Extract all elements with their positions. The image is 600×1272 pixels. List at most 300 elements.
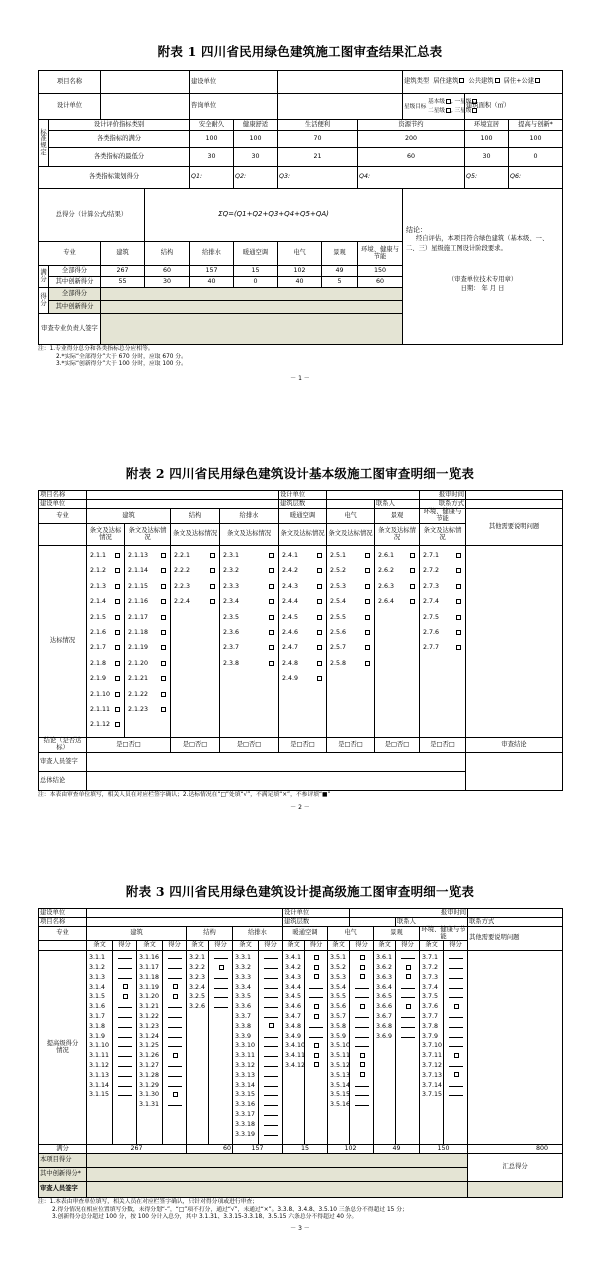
score-blank[interactable] — [168, 973, 182, 979]
clause-checkbox[interactable] — [456, 568, 461, 573]
score-blank[interactable] — [449, 953, 463, 959]
score-slot[interactable] — [351, 963, 372, 973]
clause-checkbox[interactable] — [410, 553, 415, 558]
score-slot[interactable] — [351, 1022, 372, 1032]
score-checkbox[interactable] — [454, 1004, 459, 1009]
score-slot[interactable] — [114, 1041, 135, 1051]
score-slot[interactable] — [164, 1032, 185, 1042]
score-blank[interactable] — [264, 1100, 278, 1106]
overall-value[interactable] — [87, 772, 466, 791]
clause-checkbox[interactable] — [269, 630, 274, 635]
score-checkbox[interactable] — [454, 1072, 459, 1077]
project-name-value[interactable] — [101, 71, 190, 94]
score-slot[interactable] — [210, 1002, 231, 1012]
score-blank[interactable] — [214, 983, 228, 989]
score-slot[interactable] — [164, 1071, 185, 1081]
report-time-value[interactable] — [466, 491, 563, 500]
score-slot[interactable] — [114, 1071, 135, 1081]
yes-no-field[interactable]: 是□否□ — [87, 738, 171, 753]
clause-checkbox[interactable] — [115, 707, 120, 712]
score-slot[interactable] — [114, 1090, 135, 1100]
project-name-value[interactable] — [87, 491, 279, 500]
checkbox-mixed[interactable] — [535, 78, 540, 83]
clause-checkbox[interactable] — [115, 692, 120, 697]
score-checkbox[interactable] — [173, 994, 178, 999]
score-blank[interactable] — [449, 1061, 463, 1067]
score-blank[interactable] — [401, 953, 415, 959]
score-blank[interactable] — [264, 1071, 278, 1077]
score-checkbox[interactable] — [269, 1023, 274, 1028]
score-slot[interactable] — [260, 1120, 281, 1130]
clause-checkbox[interactable] — [365, 615, 370, 620]
clause-checkbox[interactable] — [115, 722, 120, 727]
score-slot[interactable] — [306, 1022, 326, 1032]
score-blank[interactable] — [168, 1032, 182, 1038]
score-blank[interactable] — [264, 1081, 278, 1087]
score-blank[interactable] — [168, 963, 182, 969]
score-slot[interactable] — [164, 1002, 185, 1012]
reviewer-signature[interactable] — [87, 1182, 468, 1198]
score-slot[interactable] — [114, 1012, 135, 1022]
score-slot[interactable] — [260, 992, 281, 1002]
score-slot[interactable] — [114, 992, 135, 1002]
score-blank[interactable] — [168, 1012, 182, 1018]
score-blank[interactable] — [168, 1071, 182, 1077]
score-slot[interactable] — [351, 1071, 372, 1081]
reviewer-signature[interactable] — [87, 753, 466, 772]
score-checkbox[interactable] — [360, 1053, 365, 1058]
score-blank[interactable] — [264, 1041, 278, 1047]
clause-checkbox[interactable] — [210, 599, 215, 604]
score-checkbox[interactable] — [314, 974, 319, 979]
score-blank[interactable] — [401, 983, 415, 989]
score-slot[interactable] — [397, 992, 418, 1002]
build-unit-value[interactable] — [87, 909, 283, 918]
score-blank[interactable] — [118, 1081, 132, 1087]
score-all-input[interactable] — [101, 288, 403, 301]
yes-no-field[interactable]: 是□否□ — [279, 738, 327, 753]
score-slot[interactable] — [306, 983, 326, 993]
score-slot[interactable] — [260, 1002, 281, 1012]
clause-checkbox[interactable] — [269, 661, 274, 666]
score-checkbox[interactable] — [314, 965, 319, 970]
score-blank[interactable] — [264, 1120, 278, 1126]
clause-checkbox[interactable] — [456, 645, 461, 650]
score-slot[interactable] — [397, 973, 418, 983]
score-slot[interactable] — [114, 953, 135, 963]
score-checkbox[interactable] — [314, 1062, 319, 1067]
review-conclusion-value[interactable] — [466, 753, 563, 791]
total-score-value[interactable] — [468, 1182, 563, 1198]
clause-checkbox[interactable] — [161, 599, 166, 604]
score-blank[interactable] — [118, 963, 132, 969]
other-issues-value[interactable] — [468, 951, 563, 1145]
clause-checkbox[interactable] — [115, 584, 120, 589]
clause-checkbox[interactable] — [365, 553, 370, 558]
clause-checkbox[interactable] — [161, 692, 166, 697]
score-blank[interactable] — [264, 1061, 278, 1067]
report-time-value[interactable] — [468, 909, 563, 918]
plan-q3[interactable]: Q3: — [278, 167, 358, 189]
score-innov-input[interactable] — [101, 301, 403, 314]
score-checkbox[interactable] — [314, 1043, 319, 1048]
score-slot[interactable] — [445, 1081, 466, 1091]
score-checkbox[interactable] — [454, 1053, 459, 1058]
score-slot[interactable] — [210, 973, 231, 983]
score-checkbox[interactable] — [314, 1053, 319, 1058]
score-slot[interactable] — [397, 983, 418, 993]
score-blank[interactable] — [401, 1022, 415, 1028]
score-slot[interactable] — [114, 1061, 135, 1071]
score-blank[interactable] — [355, 1041, 369, 1047]
score-blank[interactable] — [168, 1061, 182, 1067]
score-blank[interactable] — [355, 1022, 369, 1028]
score-blank[interactable] — [214, 992, 228, 998]
score-blank[interactable] — [401, 1032, 415, 1038]
score-slot[interactable] — [260, 1100, 281, 1110]
score-blank[interactable] — [168, 1081, 182, 1087]
plan-q4[interactable]: Q4: — [358, 167, 465, 189]
score-blank[interactable] — [355, 983, 369, 989]
score-checkbox[interactable] — [406, 965, 411, 970]
score-slot[interactable] — [164, 1061, 185, 1071]
score-blank[interactable] — [118, 953, 132, 959]
project-score-input[interactable] — [87, 1154, 468, 1168]
score-slot[interactable] — [351, 1090, 372, 1100]
score-blank[interactable] — [118, 1090, 132, 1096]
clause-checkbox[interactable] — [115, 630, 120, 635]
clause-checkbox[interactable] — [210, 553, 215, 558]
clause-checkbox[interactable] — [365, 568, 370, 573]
score-slot[interactable] — [260, 953, 281, 963]
score-checkbox[interactable] — [360, 1004, 365, 1009]
clause-checkbox[interactable] — [115, 568, 120, 573]
score-slot[interactable] — [397, 1002, 418, 1012]
clause-checkbox[interactable] — [317, 676, 322, 681]
score-blank[interactable] — [168, 1100, 182, 1106]
score-checkbox[interactable] — [406, 974, 411, 979]
clause-checkbox[interactable] — [161, 584, 166, 589]
score-slot[interactable] — [351, 973, 372, 983]
score-slot[interactable] — [397, 1032, 418, 1042]
score-blank[interactable] — [214, 973, 228, 979]
score-slot[interactable] — [260, 1110, 281, 1120]
score-blank[interactable] — [449, 963, 463, 969]
score-blank[interactable] — [118, 973, 132, 979]
yes-no-field[interactable]: 是□否□ — [220, 738, 279, 753]
signer-input[interactable] — [101, 314, 403, 345]
clause-checkbox[interactable] — [365, 630, 370, 635]
score-blank[interactable] — [309, 1022, 323, 1028]
clause-checkbox[interactable] — [456, 584, 461, 589]
score-slot[interactable] — [445, 1061, 466, 1071]
score-blank[interactable] — [309, 992, 323, 998]
clause-checkbox[interactable] — [410, 599, 415, 604]
clause-checkbox[interactable] — [365, 661, 370, 666]
clause-checkbox[interactable] — [269, 599, 274, 604]
project-name-value[interactable] — [87, 918, 283, 927]
score-slot[interactable] — [445, 1032, 466, 1042]
score-blank[interactable] — [118, 1032, 132, 1038]
clause-checkbox[interactable] — [456, 599, 461, 604]
score-blank[interactable] — [264, 1012, 278, 1018]
score-slot[interactable] — [260, 1032, 281, 1042]
score-slot[interactable] — [260, 1022, 281, 1032]
score-slot[interactable] — [306, 1002, 326, 1012]
score-checkbox[interactable] — [360, 1072, 365, 1077]
score-slot[interactable] — [445, 1012, 466, 1022]
score-slot[interactable] — [445, 1071, 466, 1081]
score-slot[interactable] — [164, 1100, 185, 1110]
clause-checkbox[interactable] — [115, 676, 120, 681]
score-slot[interactable] — [210, 953, 231, 963]
score-slot[interactable] — [306, 963, 326, 973]
score-blank[interactable] — [168, 1022, 182, 1028]
score-slot[interactable] — [445, 963, 466, 973]
score-blank[interactable] — [449, 973, 463, 979]
clause-checkbox[interactable] — [161, 630, 166, 635]
score-slot[interactable] — [445, 1002, 466, 1012]
score-slot[interactable] — [164, 1051, 185, 1061]
score-blank[interactable] — [449, 1032, 463, 1038]
yes-no-field[interactable]: 是□否□ — [327, 738, 375, 753]
score-blank[interactable] — [355, 1081, 369, 1087]
score-slot[interactable] — [260, 1130, 281, 1140]
score-blank[interactable] — [449, 983, 463, 989]
score-slot[interactable] — [114, 1051, 135, 1061]
plan-q5[interactable]: Q5: — [465, 167, 509, 189]
score-slot[interactable] — [445, 973, 466, 983]
score-slot[interactable] — [351, 1081, 372, 1091]
score-blank[interactable] — [264, 953, 278, 959]
score-slot[interactable] — [164, 1090, 185, 1100]
clause-checkbox[interactable] — [269, 615, 274, 620]
score-blank[interactable] — [401, 992, 415, 998]
score-slot[interactable] — [351, 1012, 372, 1022]
clause-checkbox[interactable] — [317, 630, 322, 635]
score-slot[interactable] — [260, 1071, 281, 1081]
score-slot[interactable] — [445, 1090, 466, 1100]
score-blank[interactable] — [449, 1090, 463, 1096]
floors-value[interactable] — [350, 918, 396, 927]
score-blank[interactable] — [168, 953, 182, 959]
clause-checkbox[interactable] — [161, 568, 166, 573]
score-slot[interactable] — [260, 1051, 281, 1061]
build-unit-value[interactable] — [87, 500, 279, 509]
score-slot[interactable] — [351, 953, 372, 963]
clause-checkbox[interactable] — [410, 584, 415, 589]
score-slot[interactable] — [260, 983, 281, 993]
score-slot[interactable] — [306, 1061, 326, 1071]
score-slot[interactable] — [351, 1002, 372, 1012]
score-blank[interactable] — [264, 1032, 278, 1038]
score-blank[interactable] — [355, 1100, 369, 1106]
checkbox-residential[interactable] — [459, 78, 464, 83]
score-checkbox[interactable] — [314, 1004, 319, 1009]
clause-checkbox[interactable] — [269, 584, 274, 589]
score-blank[interactable] — [264, 1130, 278, 1136]
score-blank[interactable] — [118, 1071, 132, 1077]
score-slot[interactable] — [351, 1051, 372, 1061]
score-blank[interactable] — [309, 1032, 323, 1038]
plan-q6[interactable]: Q6: — [509, 167, 563, 189]
score-blank[interactable] — [118, 1002, 132, 1008]
score-checkbox[interactable] — [314, 955, 319, 960]
score-checkbox[interactable] — [360, 965, 365, 970]
score-slot[interactable] — [306, 1012, 326, 1022]
score-slot[interactable] — [164, 983, 185, 993]
score-slot[interactable] — [445, 1022, 466, 1032]
score-checkbox[interactable] — [123, 984, 128, 989]
score-checkbox[interactable] — [173, 1053, 178, 1058]
score-slot[interactable] — [260, 963, 281, 973]
score-slot[interactable] — [260, 1061, 281, 1071]
score-slot[interactable] — [445, 983, 466, 993]
score-slot[interactable] — [260, 1090, 281, 1100]
innov-score-input[interactable] — [87, 1168, 468, 1182]
score-slot[interactable] — [210, 992, 231, 1002]
yes-no-field[interactable]: 是□否□ — [420, 738, 466, 753]
score-slot[interactable] — [260, 1041, 281, 1051]
design-unit-value[interactable] — [101, 94, 190, 120]
score-slot[interactable] — [351, 1100, 372, 1110]
clause-checkbox[interactable] — [161, 645, 166, 650]
clause-checkbox[interactable] — [269, 553, 274, 558]
score-blank[interactable] — [214, 1002, 228, 1008]
score-slot[interactable] — [260, 973, 281, 983]
score-blank[interactable] — [118, 1051, 132, 1057]
score-blank[interactable] — [264, 1051, 278, 1057]
clause-checkbox[interactable] — [115, 599, 120, 604]
clause-checkbox[interactable] — [210, 584, 215, 589]
clause-checkbox[interactable] — [456, 615, 461, 620]
score-blank[interactable] — [118, 1022, 132, 1028]
clause-checkbox[interactable] — [317, 584, 322, 589]
other-issues-value[interactable] — [466, 546, 563, 738]
score-slot[interactable] — [351, 983, 372, 993]
score-slot[interactable] — [397, 1022, 418, 1032]
score-checkbox[interactable] — [360, 974, 365, 979]
score-slot[interactable] — [445, 1041, 466, 1051]
checkbox-basic[interactable] — [446, 99, 451, 104]
checkbox-2star[interactable] — [446, 108, 451, 113]
clause-checkbox[interactable] — [317, 553, 322, 558]
score-slot[interactable] — [306, 992, 326, 1002]
score-checkbox[interactable] — [360, 1062, 365, 1067]
score-slot[interactable] — [397, 963, 418, 973]
clause-checkbox[interactable] — [210, 568, 215, 573]
score-blank[interactable] — [264, 1002, 278, 1008]
clause-checkbox[interactable] — [365, 645, 370, 650]
plan-q1[interactable]: Q1: — [190, 167, 234, 189]
clause-checkbox[interactable] — [410, 568, 415, 573]
score-blank[interactable] — [168, 1002, 182, 1008]
score-slot[interactable] — [397, 1012, 418, 1022]
score-blank[interactable] — [449, 1012, 463, 1018]
score-blank[interactable] — [264, 1110, 278, 1116]
score-slot[interactable] — [164, 973, 185, 983]
floors-value[interactable] — [327, 500, 375, 509]
score-slot[interactable] — [114, 1032, 135, 1042]
yes-no-field[interactable]: 是□否□ — [375, 738, 420, 753]
plan-q2[interactable]: Q2: — [234, 167, 278, 189]
score-slot[interactable] — [164, 992, 185, 1002]
score-slot[interactable] — [114, 1002, 135, 1012]
score-blank[interactable] — [264, 992, 278, 998]
score-slot[interactable] — [114, 973, 135, 983]
score-blank[interactable] — [309, 983, 323, 989]
score-checkbox[interactable] — [173, 984, 178, 989]
clause-checkbox[interactable] — [317, 568, 322, 573]
score-blank[interactable] — [214, 953, 228, 959]
score-blank[interactable] — [264, 973, 278, 979]
score-blank[interactable] — [449, 1041, 463, 1047]
score-blank[interactable] — [264, 983, 278, 989]
score-blank[interactable] — [118, 1041, 132, 1047]
score-checkbox[interactable] — [314, 1014, 319, 1019]
consult-unit-value[interactable] — [278, 94, 403, 120]
score-slot[interactable] — [445, 953, 466, 963]
score-blank[interactable] — [118, 1061, 132, 1067]
yes-no-field[interactable]: 是□否□ — [171, 738, 220, 753]
score-slot[interactable] — [306, 1032, 326, 1042]
clause-checkbox[interactable] — [317, 615, 322, 620]
score-slot[interactable] — [306, 1051, 326, 1061]
score-blank[interactable] — [355, 992, 369, 998]
score-blank[interactable] — [449, 1022, 463, 1028]
score-checkbox[interactable] — [219, 965, 224, 970]
clause-checkbox[interactable] — [115, 615, 120, 620]
score-slot[interactable] — [260, 1012, 281, 1022]
score-blank[interactable] — [449, 992, 463, 998]
score-slot[interactable] — [306, 1041, 326, 1051]
clause-checkbox[interactable] — [161, 661, 166, 666]
clause-checkbox[interactable] — [269, 645, 274, 650]
score-slot[interactable] — [210, 983, 231, 993]
score-slot[interactable] — [306, 973, 326, 983]
clause-checkbox[interactable] — [161, 615, 166, 620]
score-slot[interactable] — [114, 983, 135, 993]
score-slot[interactable] — [164, 1041, 185, 1051]
clause-checkbox[interactable] — [115, 661, 120, 666]
clause-checkbox[interactable] — [456, 630, 461, 635]
score-checkbox[interactable] — [406, 1004, 411, 1009]
score-checkbox[interactable] — [360, 955, 365, 960]
score-slot[interactable] — [351, 992, 372, 1002]
score-blank[interactable] — [355, 1032, 369, 1038]
score-slot[interactable] — [351, 1061, 372, 1071]
score-slot[interactable] — [164, 963, 185, 973]
clause-checkbox[interactable] — [161, 553, 166, 558]
score-blank[interactable] — [264, 1090, 278, 1096]
clause-checkbox[interactable] — [115, 645, 120, 650]
clause-checkbox[interactable] — [365, 599, 370, 604]
score-blank[interactable] — [355, 1012, 369, 1018]
score-slot[interactable] — [306, 953, 326, 963]
score-slot[interactable] — [351, 1041, 372, 1051]
score-slot[interactable] — [114, 1081, 135, 1091]
clause-checkbox[interactable] — [161, 676, 166, 681]
clause-checkbox[interactable] — [317, 661, 322, 666]
score-blank[interactable] — [168, 1041, 182, 1047]
clause-checkbox[interactable] — [365, 584, 370, 589]
score-slot[interactable] — [164, 1081, 185, 1091]
clause-checkbox[interactable] — [317, 645, 322, 650]
clause-checkbox[interactable] — [456, 553, 461, 558]
score-slot[interactable] — [114, 963, 135, 973]
score-checkbox[interactable] — [123, 994, 128, 999]
score-blank[interactable] — [355, 1090, 369, 1096]
